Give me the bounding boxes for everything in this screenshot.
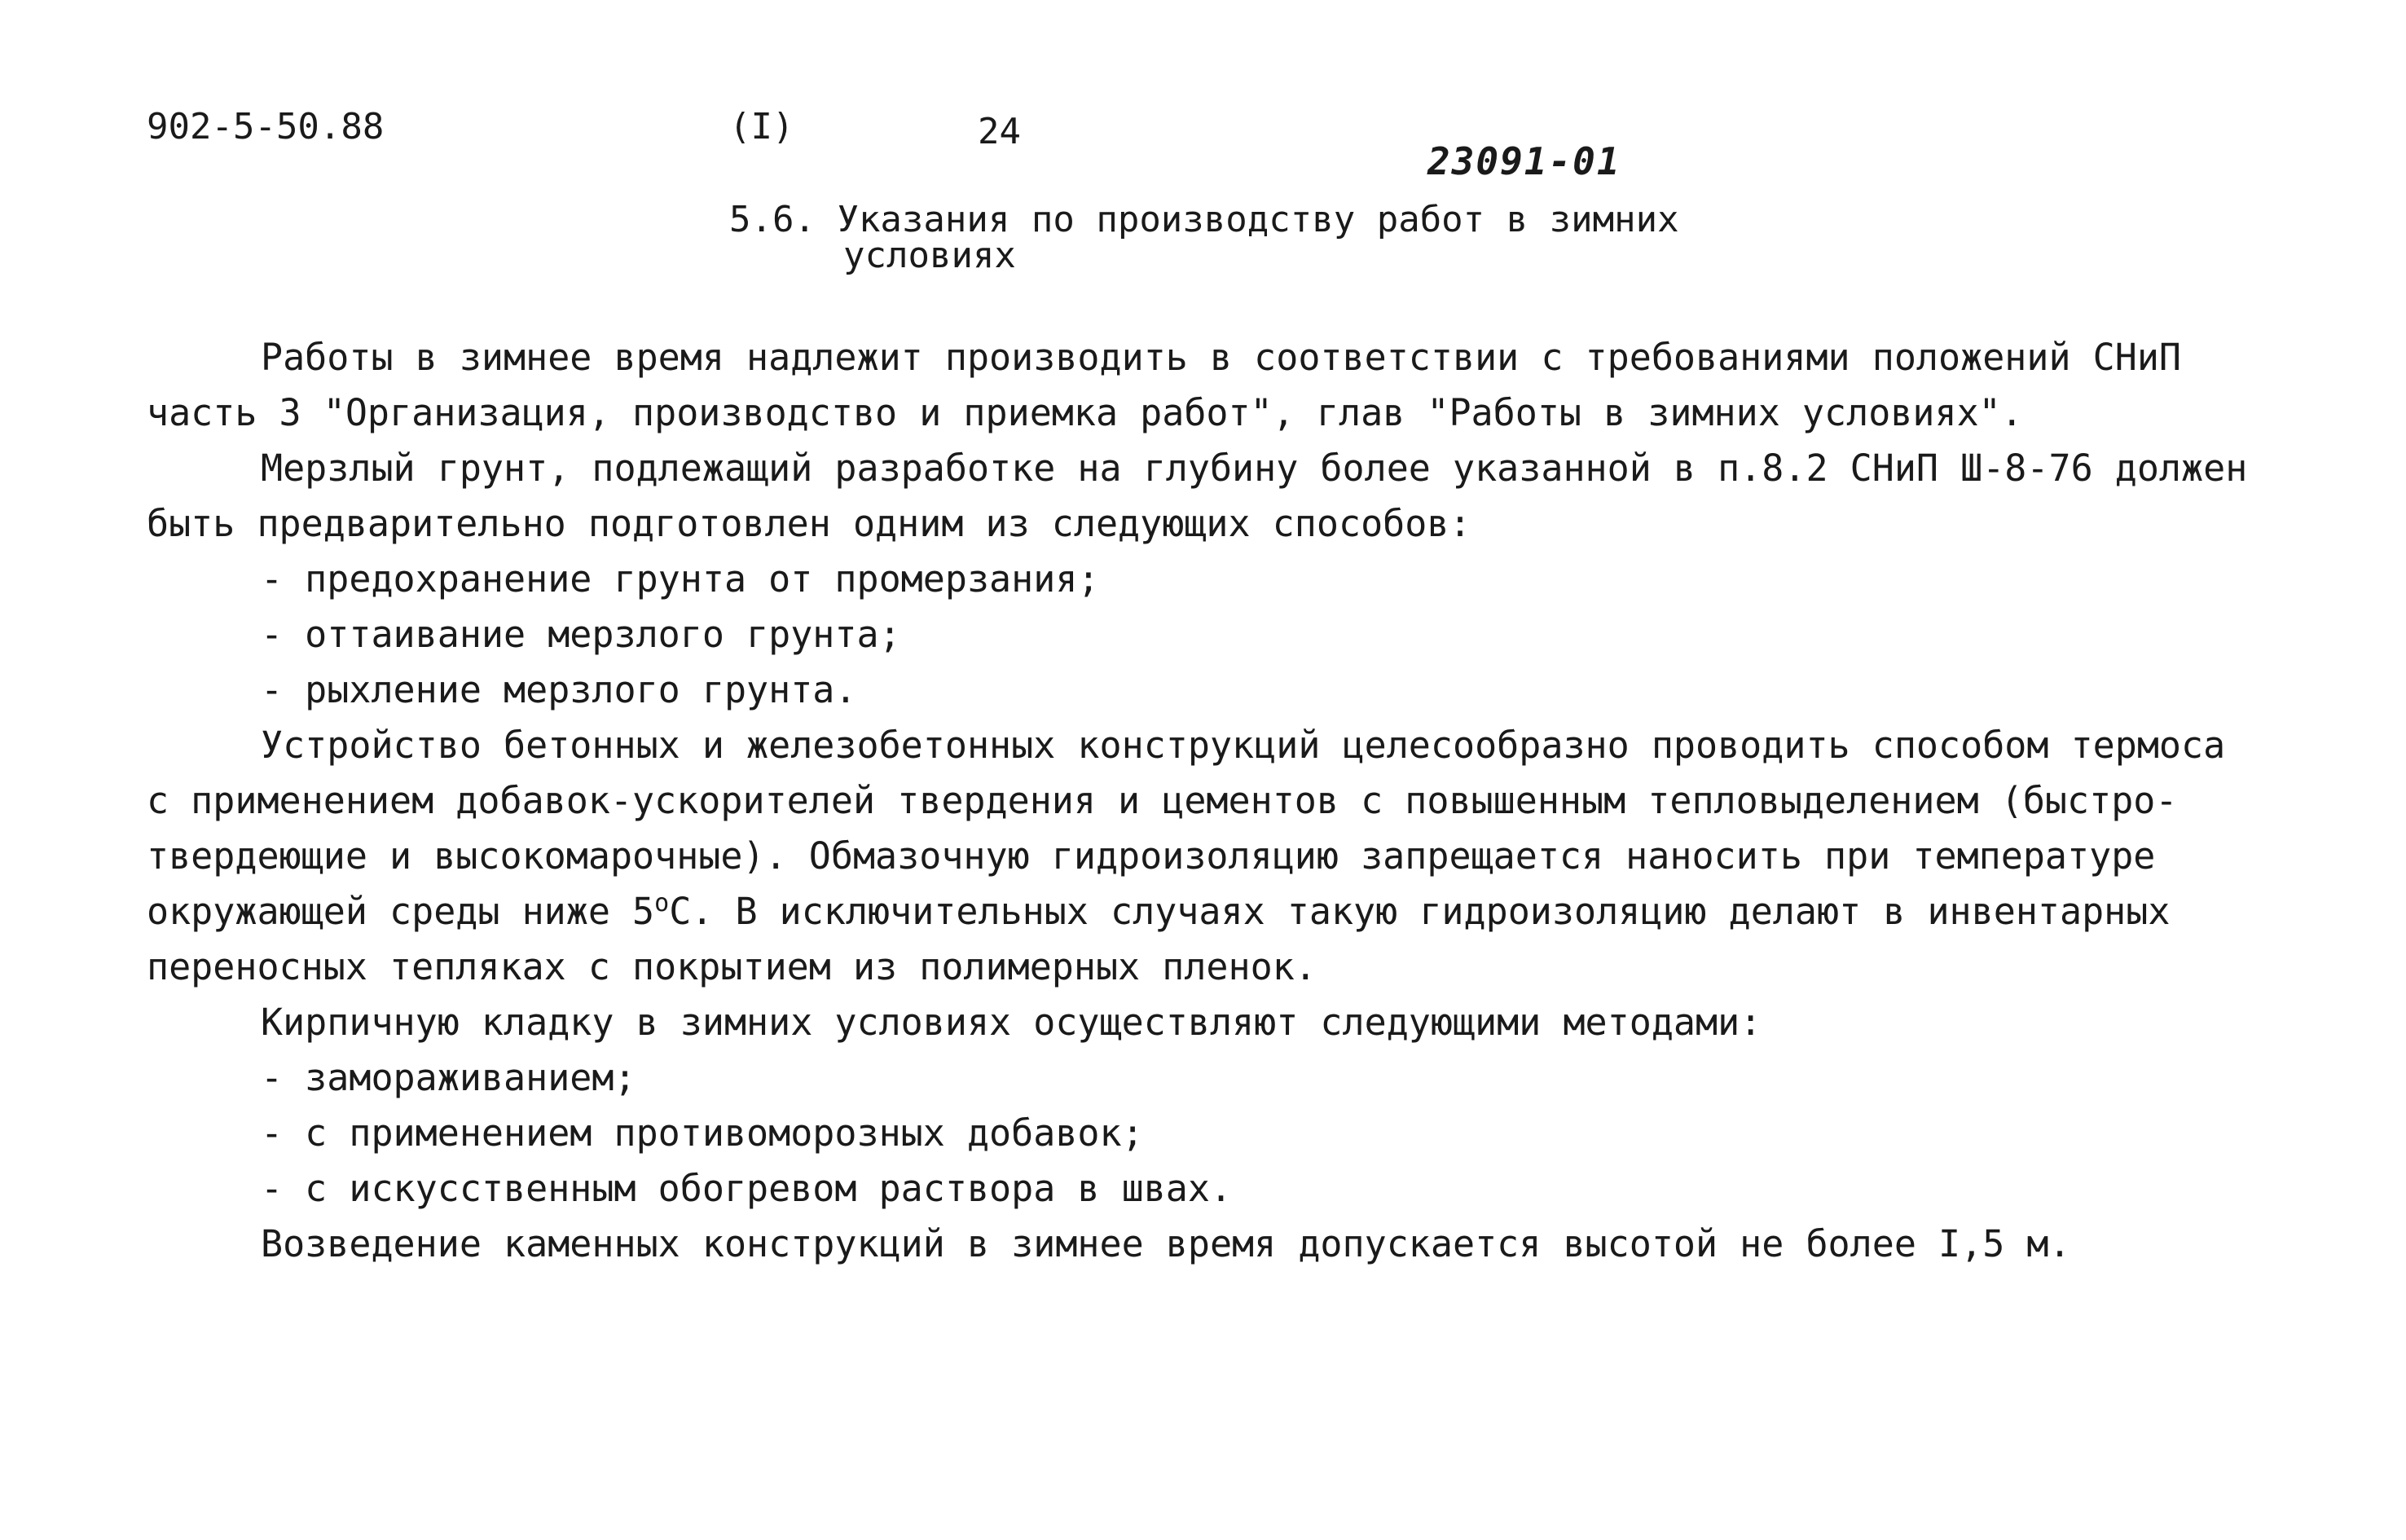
degree-superscript: о	[654, 889, 670, 917]
paragraph-3-line-4-start: окружающей среды ниже 5	[147, 890, 655, 933]
paragraph-3-line-4	[147, 884, 2298, 939]
paragraph-3-line-1: Устройство бетонных и железобетонных конструкций целесообразно проводить способом термоса	[261, 724, 2226, 767]
list-item: - оттаивание мерзлого грунта;	[261, 613, 901, 656]
document-code: 902-5-50.88	[147, 106, 385, 147]
paragraph-5-line-1: Возведение каменных конструкций в зимнее время допускается высотой не более I,5 м.	[261, 1222, 2071, 1265]
section-title-line-1: 5.6. Указания по производству работ в зимних	[729, 199, 1679, 240]
paragraph-3-line-4-end: С. В исключительных случаях такую гидроизоляцию делают в инвентарных	[669, 890, 2171, 933]
inventory-number: 23091-01	[1427, 139, 1621, 183]
paragraph-3-line-3: твердеющие и высокомарочные). Обмазочную гидроизоляцию запрещается наносить при температуре	[147, 834, 2156, 878]
sheet-mark: (I)	[729, 106, 794, 147]
list-item: - замораживанием;	[261, 1056, 636, 1099]
paragraph-1-line-1: Работы в зимнее время надлежит производить в соответствии с требованиями положений СНиП	[261, 336, 2182, 379]
list-item: - с применением противоморозных добавок;	[261, 1111, 1144, 1155]
section-title-line-2: условиях	[843, 235, 1016, 276]
paragraph-3-line-5: переносных тепляках с покрытием из полимерных пленок.	[147, 945, 1317, 988]
paragraph-3-line-2: с применением добавок-ускорителей твердения и цементов с повышенным тепловыделением (быстро-	[147, 779, 2178, 822]
document-body	[147, 330, 2298, 1272]
paragraph-1-line-2: часть 3 "Организация, производство и приемка работ", глав "Работы в зимних условиях".	[147, 391, 2023, 434]
section-title	[729, 199, 1679, 276]
list-item: - с искусственным обогревом раствора в швах.	[261, 1167, 1233, 1210]
page-number: 24	[978, 111, 1021, 152]
list-item: - предохранение грунта от промерзания;	[261, 557, 1100, 601]
paragraph-2-line-1: Мерзлый грунт, подлежащий разработке на глубину более указанной в п.8.2 СНиП Ш-8-76 должен	[261, 447, 2248, 490]
list-item: - рыхление мерзлого грунта.	[261, 668, 857, 711]
paragraph-4-line-1: Кирпичную кладку в зимних условиях осуществляют следующими методами:	[261, 1001, 1762, 1044]
paragraph-2-line-2: быть предварительно подготовлен одним из следующих способов:	[147, 502, 1471, 545]
